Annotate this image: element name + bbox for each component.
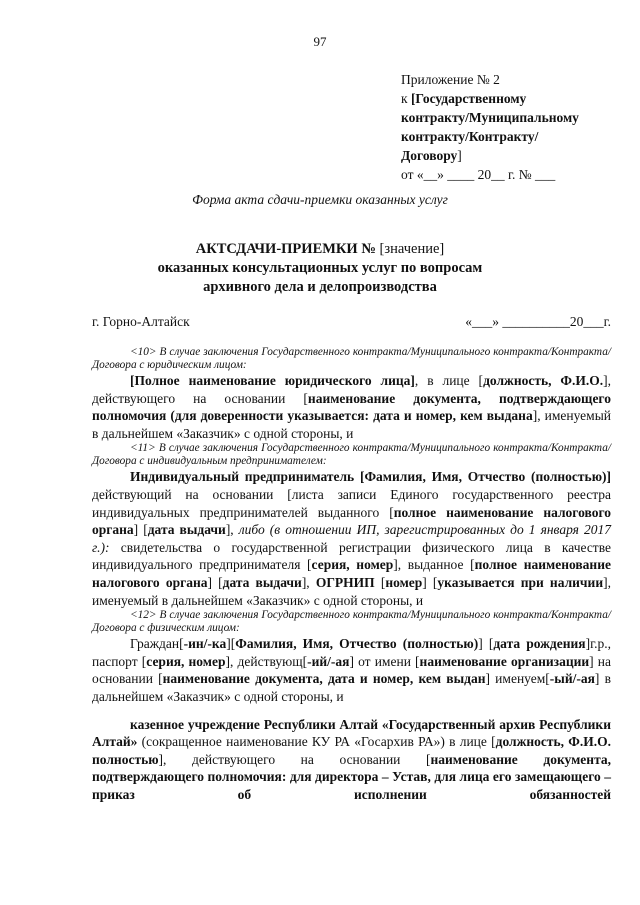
annex-text: к bbox=[401, 91, 411, 106]
text-span: ], именуемый в дальнейшем «Заказчик» с одной стороны, и bbox=[92, 574, 611, 608]
document-body bbox=[92, 346, 611, 803]
annex-line: Приложение № 2 bbox=[401, 72, 500, 87]
bold-span: -ый/-ая bbox=[549, 671, 595, 687]
page-number: 97 bbox=[313, 34, 327, 49]
text-span: ][ bbox=[226, 636, 236, 652]
bold-span: должность, Ф.И.О. полностью bbox=[92, 734, 611, 767]
bold-span: полное наименование налогового органа bbox=[92, 557, 611, 590]
bold-span: полное наименование налогового органа bbox=[92, 504, 611, 538]
bold-span: серия, номер bbox=[146, 653, 226, 669]
annex-line: от «__» ____ 20__ г. № ___ bbox=[401, 167, 556, 182]
title-number-placeholder: [значение] bbox=[379, 241, 445, 257]
text-span: ] [ bbox=[207, 574, 223, 590]
text-span: ] [ bbox=[478, 636, 494, 652]
text-span: [ bbox=[374, 574, 386, 590]
italic-span: либо (в отношении ИП, зарегистрированных до 1 января 2017 г.): bbox=[92, 522, 611, 555]
bold-span: наименование документа, дата и номер, кем выдан bbox=[162, 671, 486, 687]
annex-line bbox=[401, 127, 611, 146]
annex-text: ] bbox=[457, 148, 462, 163]
text-span: ] в дальнейшем «Заказчик» с одной стороны, и bbox=[92, 671, 611, 704]
text-span: ], bbox=[301, 574, 316, 590]
date-blank: «___» __________20___г. bbox=[465, 314, 611, 329]
text-span: ], именуемый в дальнейшем «Заказчик» с одной стороны, и bbox=[92, 408, 611, 441]
annex-line bbox=[401, 146, 611, 165]
text-span: ]г.р., паспорт [ bbox=[92, 636, 611, 669]
bold-span: наименование организации bbox=[419, 653, 590, 669]
text-span: ], действующего на основании [ bbox=[92, 373, 611, 406]
bold-span: Фамилия, Имя, Отчество (полностью) bbox=[235, 636, 479, 652]
bold-span: Индивидуальный предприниматель [Фамилия, Имя, Отчество (полностью)] bbox=[130, 469, 611, 485]
text-span: ] на основании [ bbox=[92, 653, 611, 687]
text-span: действующий на основании [листа записи Единого государственного реестра индивидуальных предпринимателей выданного [ bbox=[92, 486, 611, 520]
bold-span: [Полное наименование юридического лица] bbox=[130, 373, 415, 388]
annex-header bbox=[401, 70, 611, 184]
text-span: ], выданное [ bbox=[393, 557, 475, 573]
place-date-row bbox=[92, 314, 611, 330]
text-span: ] от имени [ bbox=[349, 653, 420, 669]
annex-text-bold: контракту/Контракту/ bbox=[401, 129, 539, 144]
bold-span: казенное учреждение Республики Алтай «Государственный архив Республики Алтай» bbox=[92, 716, 611, 750]
title-line bbox=[60, 240, 580, 259]
title-line: оказанных консультационных услуг по вопросам bbox=[157, 260, 483, 276]
bold-span: -ин/-ка bbox=[183, 636, 227, 652]
annex-text-bold: [Государственному bbox=[410, 91, 527, 106]
bold-span: дата рождения bbox=[493, 636, 586, 652]
annex-line bbox=[401, 89, 611, 108]
footnote-10: <10> В случае заключения Государственного контракта/Муниципального контракта/Контракта/Договора с юридическим лицом: bbox=[92, 346, 611, 371]
footnote-12: <12> В случае заключения Государственного контракта/Муниципального контракта/Контракта/Договора с физическим лицом: bbox=[92, 609, 611, 635]
annex-text-bold: контракту/Муниципальному bbox=[401, 110, 579, 125]
paragraph-entrepreneur bbox=[92, 468, 611, 609]
bold-span: наименование документа, подтверждающего полномочия: для директора – Устав, для лица его замещающего – приказ об исполнении обязанностей bbox=[92, 751, 612, 802]
bold-span: дата выдачи bbox=[222, 574, 302, 590]
text-span: ] [ bbox=[422, 574, 438, 590]
bold-span: указывается при наличии bbox=[437, 574, 604, 590]
text-span: , в лице [ bbox=[414, 373, 484, 388]
text-span: ] [ bbox=[133, 522, 148, 538]
bold-span: должность, Ф.И.О. bbox=[483, 373, 604, 388]
text-span: свидетельства о государственной регистрации физического лица в качестве индивидуального предпринимателя [ bbox=[92, 539, 611, 573]
text-span: ], действующего на основании [ bbox=[158, 751, 431, 767]
annex-line bbox=[401, 108, 611, 127]
text-span: ], действующ[ bbox=[225, 653, 308, 669]
footnote-11: <11> В случае заключения Государственного контракта/Муниципального контракта/Контракта/Договора с индивидуальным предпринимателем: bbox=[92, 442, 611, 468]
bold-span: номер bbox=[385, 574, 423, 590]
annex-text-bold: Договору bbox=[401, 148, 458, 163]
text-span: ], bbox=[225, 522, 239, 538]
text-span: ] именуем[ bbox=[485, 671, 550, 687]
paragraph-legal-entity bbox=[92, 372, 611, 442]
title-line: архивного дела и делопроизводства bbox=[203, 279, 437, 295]
city: г. Горно-Алтайск bbox=[92, 314, 190, 329]
bold-span: ОГРНИП bbox=[315, 574, 375, 590]
bold-span: -ий/-ая bbox=[307, 653, 350, 669]
paragraph-archive bbox=[92, 716, 611, 804]
document-title bbox=[60, 240, 580, 297]
bold-span: наименование документа, подтверждающего полномочия (для доверенности указывается: дата и номер, кем выдана bbox=[92, 390, 611, 424]
text-span: Граждан[ bbox=[130, 636, 184, 652]
text-span: (сокращенное наименование КУ РА «Госархив РА») в лице [ bbox=[137, 734, 496, 750]
form-caption: Форма акта сдачи-приемки оказанных услуг bbox=[192, 192, 448, 207]
bold-span: дата выдачи bbox=[147, 522, 226, 538]
paragraph-individual bbox=[92, 635, 611, 705]
title-text: АКТСДАЧИ-ПРИЕМКИ № bbox=[195, 241, 380, 257]
bold-span: серия, номер bbox=[311, 557, 394, 573]
